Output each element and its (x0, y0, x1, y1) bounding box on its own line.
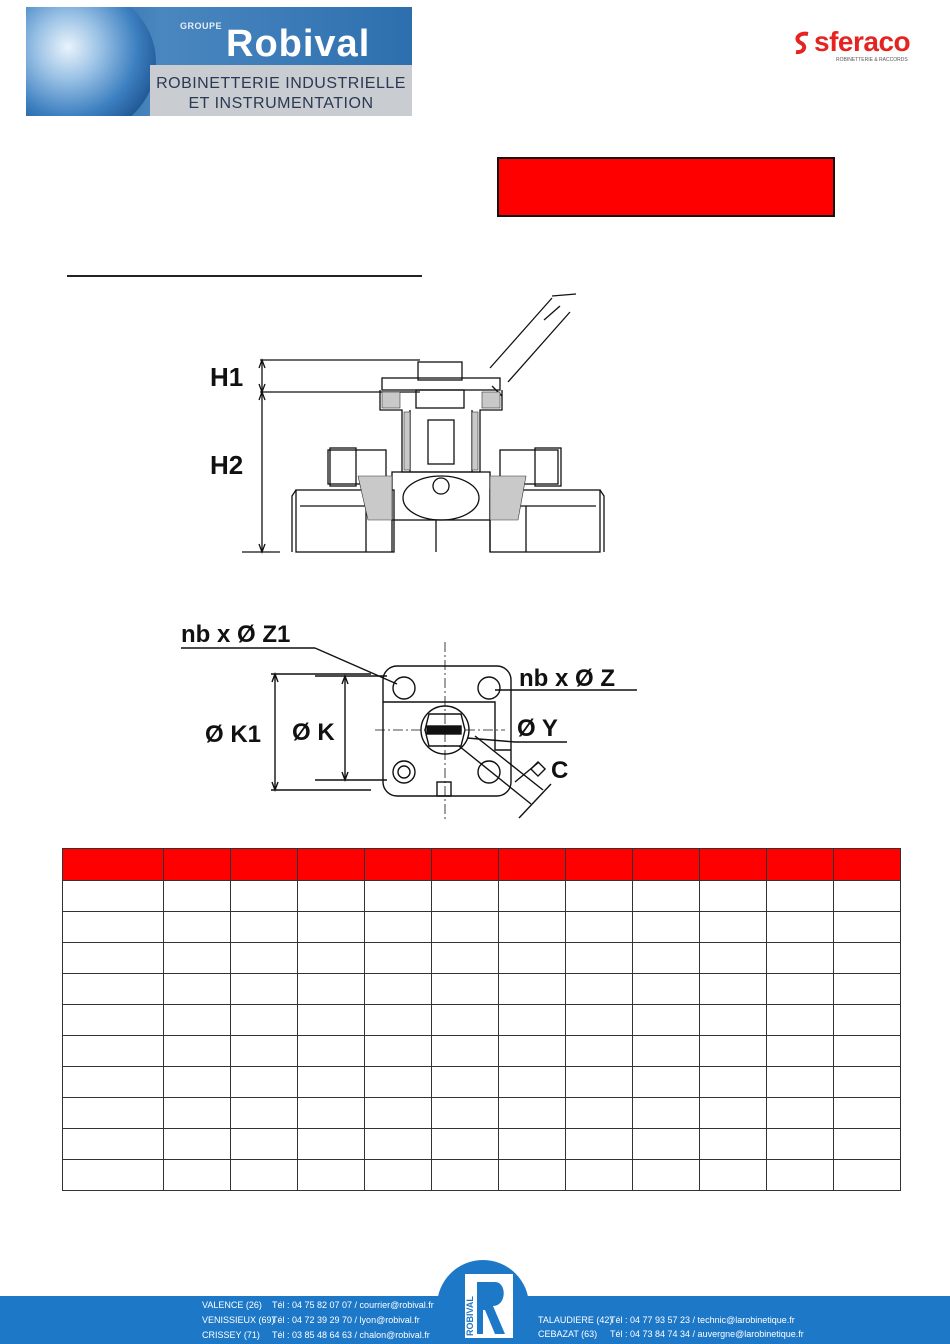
table-cell (834, 1067, 901, 1098)
z1-label: nb x Ø Z1 (181, 621, 291, 648)
table-cell (432, 1129, 499, 1160)
table-cell (63, 1067, 164, 1098)
table-row (63, 1036, 901, 1067)
top-view-drawing (175, 612, 645, 832)
table-cell (365, 974, 432, 1005)
table-header-cell (365, 849, 432, 881)
z-label: nb x Ø Z (519, 665, 615, 692)
table-header-cell (63, 849, 164, 881)
table-cell (432, 974, 499, 1005)
table-cell (231, 943, 298, 974)
table-cell (365, 912, 432, 943)
table-cell (432, 881, 499, 912)
table-cell (164, 1036, 231, 1067)
table-cell (231, 1098, 298, 1129)
table-cell (834, 1098, 901, 1129)
k-label: Ø K (292, 719, 335, 746)
table-cell (700, 1160, 767, 1191)
table-cell (63, 974, 164, 1005)
table-cell (633, 881, 700, 912)
footer-contact: Tél : 04 77 93 57 23 / technic@larobinetique.fr (610, 1315, 795, 1325)
robival-footer-logo (437, 1258, 529, 1344)
table-cell (432, 912, 499, 943)
table-cell (164, 1067, 231, 1098)
table-cell (633, 912, 700, 943)
table-cell (298, 1005, 365, 1036)
table-cell (231, 974, 298, 1005)
table-header-cell (834, 849, 901, 881)
footer-contact: Tél : 03 85 48 64 63 / chalon@robival.fr (272, 1330, 430, 1340)
table-cell (566, 1160, 633, 1191)
table-cell (164, 1160, 231, 1191)
c-label: C (551, 757, 569, 784)
table-cell (63, 1160, 164, 1191)
table-cell (700, 912, 767, 943)
table-header-cell (298, 849, 365, 881)
table-cell (298, 974, 365, 1005)
square-symbol-icon (531, 762, 545, 776)
section-underline (67, 275, 422, 277)
table-cell (231, 881, 298, 912)
table-cell (700, 1067, 767, 1098)
table-header-cell (767, 849, 834, 881)
sferaco-name: sferaco (814, 26, 911, 57)
footer-city: CEBAZAT (63) (538, 1329, 598, 1339)
table-cell (633, 1098, 700, 1129)
footer-contact: Tél : 04 75 82 07 07 / courrier@robival.fr (272, 1300, 434, 1310)
table-cell (566, 1129, 633, 1160)
table-cell (834, 1160, 901, 1191)
table-cell (499, 1129, 566, 1160)
table-row (63, 881, 901, 912)
table-cell (432, 943, 499, 974)
table-cell (365, 1067, 432, 1098)
table-cell (834, 1036, 901, 1067)
sferaco-subtitle: ROBINETTERIE & RACCORDS (836, 57, 908, 63)
table-cell (298, 1098, 365, 1129)
title-banner (497, 157, 835, 217)
table-row (63, 1005, 901, 1036)
table-cell (164, 881, 231, 912)
logo-tagline-1: ROBINETTERIE INDUSTRIELLE (156, 75, 406, 92)
table-cell (298, 1036, 365, 1067)
table-header-cell (164, 849, 231, 881)
table-cell (566, 1036, 633, 1067)
table-cell (164, 912, 231, 943)
h1-label: H1 (210, 362, 244, 392)
footer-contact: Tél : 04 72 39 29 70 / lyon@robival.fr (272, 1315, 420, 1325)
table-cell (298, 912, 365, 943)
table-cell (164, 1129, 231, 1160)
table-cell (767, 912, 834, 943)
table-cell (700, 1005, 767, 1036)
table-cell (633, 943, 700, 974)
table-cell (231, 1129, 298, 1160)
logo-groupe-text: GROUPE (180, 21, 223, 31)
table-cell (566, 974, 633, 1005)
table-cell (834, 943, 901, 974)
table-row (63, 1160, 901, 1191)
robival-logo (26, 7, 412, 116)
table-cell (767, 1005, 834, 1036)
table-cell (63, 881, 164, 912)
table-cell (499, 1005, 566, 1036)
table-cell (499, 1067, 566, 1098)
table-cell (700, 1098, 767, 1129)
table-cell (164, 974, 231, 1005)
table-cell (834, 1005, 901, 1036)
table-cell (566, 1098, 633, 1129)
table-cell (231, 1036, 298, 1067)
table-cell (231, 912, 298, 943)
table-cell (164, 943, 231, 974)
sferaco-swirl-icon (792, 30, 814, 56)
table-cell (365, 1098, 432, 1129)
table-row (63, 1129, 901, 1160)
table-cell (499, 1036, 566, 1067)
table-cell (231, 1067, 298, 1098)
table-cell (365, 1005, 432, 1036)
footer-city: CRISSEY (71) (202, 1330, 260, 1340)
table-cell (767, 974, 834, 1005)
sferaco-logo (792, 28, 932, 64)
table-cell (365, 943, 432, 974)
table-cell (700, 1036, 767, 1067)
table-cell (298, 1129, 365, 1160)
table-cell (700, 881, 767, 912)
table-cell (767, 881, 834, 912)
table-cell (63, 1098, 164, 1129)
table-row (63, 943, 901, 974)
table-cell (63, 1005, 164, 1036)
table-header-cell (566, 849, 633, 881)
table-cell (365, 1036, 432, 1067)
table-cell (298, 881, 365, 912)
logo-tagline-2: ET INSTRUMENTATION (188, 95, 374, 112)
table-cell (432, 1036, 499, 1067)
logo-brand-text: Robival (226, 23, 371, 65)
table-cell (767, 1160, 834, 1191)
table-header-cell (700, 849, 767, 881)
table-cell (566, 943, 633, 974)
table-cell (566, 1005, 633, 1036)
table-cell (767, 1036, 834, 1067)
table-cell (633, 1067, 700, 1098)
table-cell (63, 943, 164, 974)
table-cell (834, 974, 901, 1005)
table-cell (767, 943, 834, 974)
table-cell (566, 912, 633, 943)
table-cell (700, 943, 767, 974)
table-cell (499, 943, 566, 974)
chrome-orb-graphic (26, 7, 156, 116)
table-header-cell (499, 849, 566, 881)
table-cell (432, 1160, 499, 1191)
table-cell (633, 1005, 700, 1036)
table-row (63, 974, 901, 1005)
table-cell (499, 881, 566, 912)
table-cell (298, 943, 365, 974)
table-cell (432, 1098, 499, 1129)
table-cell (164, 1005, 231, 1036)
table-header-cell (432, 849, 499, 881)
footer-city: TALAUDIERE (42) (538, 1315, 613, 1325)
table-cell (231, 1160, 298, 1191)
table-cell (365, 1129, 432, 1160)
table-cell (365, 1160, 432, 1191)
table-cell (63, 912, 164, 943)
table-cell (700, 1129, 767, 1160)
table-cell (63, 1036, 164, 1067)
table-header-row (63, 849, 901, 881)
table-cell (499, 912, 566, 943)
table-cell (767, 1129, 834, 1160)
table-row (63, 912, 901, 943)
table-header-cell (231, 849, 298, 881)
footer-logo-text: ROBIVAL (465, 1296, 475, 1336)
side-view-drawing (180, 290, 620, 560)
table-cell (834, 1129, 901, 1160)
table-row (63, 1067, 901, 1098)
footer-city: VENISSIEUX (69) (202, 1315, 275, 1325)
table-cell (499, 1160, 566, 1191)
table-cell (834, 912, 901, 943)
table-cell (365, 881, 432, 912)
table-cell (298, 1067, 365, 1098)
y-label: Ø Y (517, 715, 558, 742)
table-cell (834, 881, 901, 912)
table-cell (633, 1129, 700, 1160)
k1-label: Ø K1 (205, 721, 262, 748)
table-cell (767, 1067, 834, 1098)
table-cell (298, 1160, 365, 1191)
table-cell (432, 1067, 499, 1098)
table-cell (767, 1098, 834, 1129)
table-header-cell (633, 849, 700, 881)
table-cell (633, 1160, 700, 1191)
table-row (63, 1098, 901, 1129)
table-cell (633, 1036, 700, 1067)
table-cell (499, 974, 566, 1005)
table-cell (63, 1129, 164, 1160)
table-cell (566, 881, 633, 912)
table-cell (499, 1098, 566, 1129)
h2-label: H2 (210, 450, 244, 480)
table-cell (231, 1005, 298, 1036)
table-cell (700, 974, 767, 1005)
table-cell (432, 1005, 499, 1036)
dimensions-table (62, 848, 901, 1191)
table-cell (566, 1067, 633, 1098)
footer-contact: Tél : 04 73 84 74 34 / auvergne@larobinetique.fr (610, 1329, 804, 1339)
table-cell (164, 1098, 231, 1129)
footer-city: VALENCE (26) (202, 1300, 262, 1310)
table-cell (633, 974, 700, 1005)
